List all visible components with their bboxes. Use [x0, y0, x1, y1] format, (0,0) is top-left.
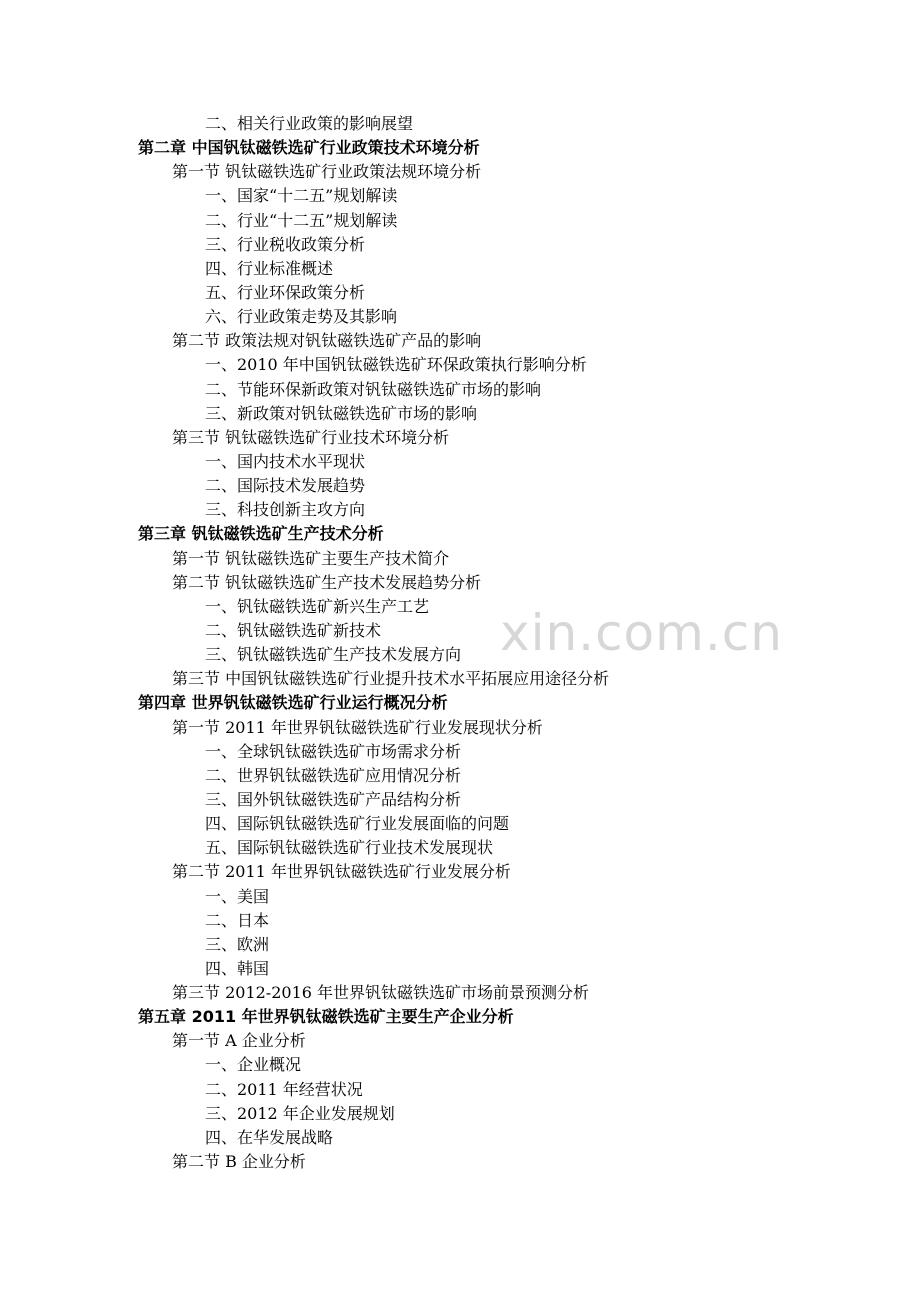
subsection-item: 五、行业环保政策分析 — [205, 282, 366, 302]
subsection-item: 二、国际技术发展趋势 — [205, 476, 366, 496]
section-heading: 第三节 钒钛磁铁选矿行业技术环境分析 — [172, 427, 450, 447]
subsection-item: 三、新政策对钒钛磁铁选矿市场的影响 — [205, 403, 478, 423]
section-heading: 第二节 钒钛磁铁选矿生产技术发展趋势分析 — [172, 572, 482, 592]
chapter-heading: 第四章 世界钒钛磁铁选矿行业运行概况分析 — [138, 693, 448, 713]
subsection-item: 三、钒钛磁铁选矿生产技术发展方向 — [205, 645, 462, 665]
subsection-item: 一、企业概况 — [205, 1055, 302, 1075]
subsection-item: 二、2011 年经营状况 — [205, 1079, 363, 1099]
section-heading: 第二节 政策法规对钒钛磁铁选矿产品的影响 — [172, 331, 482, 351]
subsection-item: 三、科技创新主攻方向 — [205, 500, 366, 520]
section-heading: 第一节 钒钛磁铁选矿主要生产技术简介 — [172, 548, 450, 568]
subsection-item: 二、相关行业政策的影响展望 — [205, 114, 414, 133]
subsection-item: 二、节能环保新政策对钒钛磁铁选矿市场的影响 — [205, 379, 542, 399]
subsection-item: 五、国际钒钛磁铁选矿行业技术发展现状 — [205, 838, 494, 858]
table-of-contents — [0, 112, 920, 1174]
subsection-item: 一、2010 年中国钒钛磁铁选矿环保政策执行影响分析 — [205, 355, 587, 375]
subsection-item: 二、钒钛磁铁选矿新技术 — [205, 620, 382, 640]
subsection-item: 二、世界钒钛磁铁选矿应用情况分析 — [205, 765, 462, 785]
chapter-heading: 第二章 中国钒钛磁铁选矿行业政策技术环境分析 — [138, 138, 480, 158]
subsection-item: 四、行业标准概述 — [205, 258, 334, 278]
section-heading: 第三节 2012-2016 年世界钒钛磁铁选矿市场前景预测分析 — [172, 983, 590, 1003]
section-heading: 第二节 B 企业分析 — [172, 1152, 306, 1172]
section-heading: 第一节 A 企业分析 — [172, 1031, 306, 1051]
subsection-item: 一、美国 — [205, 886, 270, 906]
subsection-item: 一、钒钛磁铁选矿新兴生产工艺 — [205, 596, 430, 616]
subsection-item: 三、国外钒钛磁铁选矿产品结构分析 — [205, 789, 462, 809]
subsection-item: 一、全球钒钛磁铁选矿市场需求分析 — [205, 741, 462, 761]
subsection-item: 四、韩国 — [205, 958, 270, 978]
subsection-item: 三、欧洲 — [205, 934, 270, 954]
subsection-item: 四、在华发展战略 — [205, 1127, 334, 1147]
section-heading: 第三节 中国钒钛磁铁选矿行业提升技术水平拓展应用途径分析 — [172, 669, 610, 689]
subsection-item: 三、行业税收政策分析 — [205, 234, 366, 254]
chapter-heading: 第五章 2011 年世界钒钛磁铁选矿主要生产企业分析 — [138, 1007, 514, 1027]
subsection-item: 三、2012 年企业发展规划 — [205, 1103, 395, 1123]
subsection-item: 六、行业政策走势及其影响 — [205, 307, 398, 327]
section-heading: 第二节 2011 年世界钒钛磁铁选矿行业发展分析 — [172, 862, 511, 882]
subsection-item: 一、国家“十二五”规划解读 — [205, 186, 398, 206]
section-heading: 第一节 2011 年世界钒钛磁铁选矿行业发展现状分析 — [172, 717, 543, 737]
chapter-heading: 第三章 钒钛磁铁选矿生产技术分析 — [138, 524, 384, 544]
subsection-item: 二、行业“十二五”规划解读 — [205, 210, 398, 230]
subsection-item: 四、国际钒钛磁铁选矿行业发展面临的问题 — [205, 814, 510, 834]
section-heading: 第一节 钒钛磁铁选矿行业政策法规环境分析 — [172, 162, 482, 182]
subsection-item: 二、日本 — [205, 910, 270, 930]
watermark-text: xin.com.cn — [500, 604, 783, 662]
subsection-item: 一、国内技术水平现状 — [205, 451, 366, 471]
